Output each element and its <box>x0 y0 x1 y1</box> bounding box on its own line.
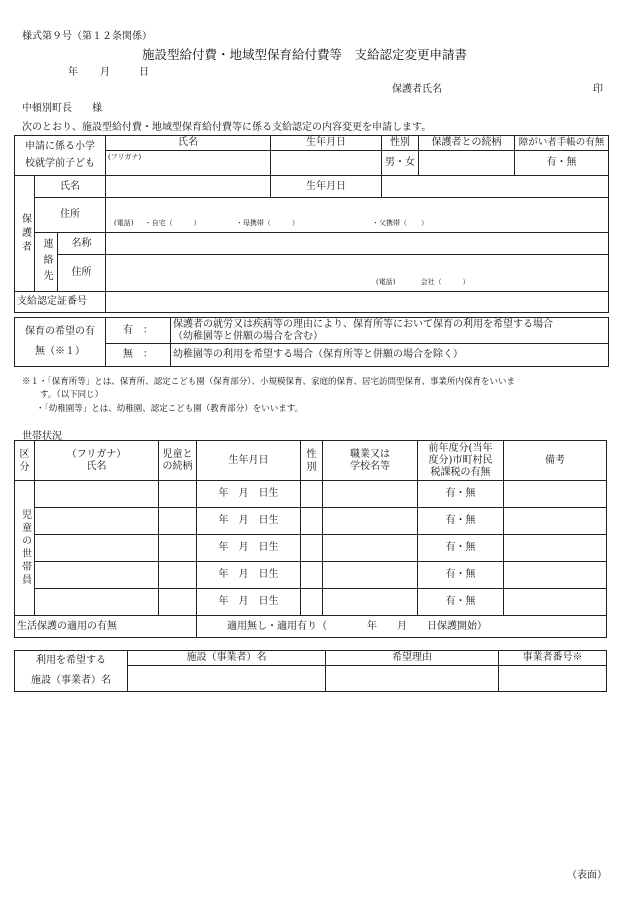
h-name-col <box>35 441 159 481</box>
wish-yes-text-1: 保護者の就労又は疾病等の理由により、保育所等において保育の利用を希望する場合 <box>173 318 553 330</box>
facility-label <box>15 651 128 692</box>
household-title: 世帯状況 <box>22 431 62 442</box>
father-mobile-label: ・父携帯（ ） <box>372 219 429 227</box>
member-tax-field[interactable]: 有・無 <box>418 508 504 535</box>
form-number: 様式第９号（第１２条関係） <box>22 31 152 42</box>
child-sex-field[interactable]: 男・女 <box>382 151 419 176</box>
member-remarks-field[interactable] <box>504 481 607 508</box>
member-sex-field[interactable] <box>301 481 323 508</box>
member-birth-field[interactable]: 年 月 日生 <box>197 589 301 616</box>
cert-number-field[interactable] <box>106 292 609 313</box>
facility-number-field[interactable] <box>499 666 607 692</box>
member-remarks-field[interactable] <box>504 589 607 616</box>
welfare-value[interactable]: 適用無し・適用有り（ 年 月 日保護開始） <box>197 616 607 638</box>
h-job-col <box>323 441 418 481</box>
member-job-field[interactable] <box>323 508 418 535</box>
guardian-name-field[interactable] <box>106 176 271 198</box>
member-birth-field[interactable]: 年 月 日生 <box>197 481 301 508</box>
member-birth-field[interactable]: 年 月 日生 <box>197 535 301 562</box>
page-side-label: （表面） <box>567 870 607 881</box>
date-day: 日 <box>139 67 149 78</box>
company-phone-label: 会社（ ） <box>420 278 470 286</box>
table-row <box>15 562 607 589</box>
h-job-2: 学校名等 <box>350 460 390 472</box>
facility-label-2: 施設（事業者）名 <box>31 675 111 686</box>
note-2: ・「幼稚園等」とは、幼稚園、認定こども園（教育部分）をいいます。 <box>36 404 304 414</box>
member-job-field[interactable] <box>323 481 418 508</box>
member-sex-field[interactable] <box>301 508 323 535</box>
facility-label-1: 利用を希望する <box>36 655 106 666</box>
member-name-field[interactable] <box>35 589 159 616</box>
member-name-field[interactable] <box>35 508 159 535</box>
member-sex-field[interactable] <box>301 562 323 589</box>
h-job-1: 職業又は <box>350 448 390 460</box>
contact-name-header: 名称 <box>58 233 106 255</box>
child-relation-field[interactable] <box>419 151 515 176</box>
members-vertical-label: 児童の世帯員 <box>15 481 35 616</box>
guardian-vertical-label: 保護者 <box>15 176 35 292</box>
facility-name-field[interactable] <box>128 666 326 692</box>
facility-reason-header: 希望理由 <box>326 651 499 666</box>
member-relation-field[interactable] <box>159 589 197 616</box>
facility-reason-field[interactable] <box>326 666 499 692</box>
child-disability-field[interactable]: 有・無 <box>515 151 609 176</box>
welfare-label: 生活保護の適用の有無 <box>15 616 197 638</box>
child-guardian-table <box>14 135 609 313</box>
wish-no-text: 幼稚園等の利用を希望する場合（保育所等と併願の場合を除く） <box>171 344 609 367</box>
wish-yes-text <box>171 318 609 344</box>
member-job-field[interactable] <box>323 562 418 589</box>
guardian-address-field[interactable] <box>106 198 609 233</box>
date-year: 年 <box>68 67 78 78</box>
h-tax-3: 税課税の有無 <box>430 466 491 478</box>
intro-text: 次のとおり、施設型給付費・地域型保育給付費等に係る支給認定の内容変更を申請します。 <box>22 122 432 133</box>
member-birth-field[interactable]: 年 月 日生 <box>197 508 301 535</box>
wish-yes-text-2: （幼稚園等と併願の場合を含む） <box>173 330 323 342</box>
member-sex-field[interactable] <box>301 535 323 562</box>
member-name-field[interactable] <box>35 535 159 562</box>
child-row-label-line2: 校就学前子ども <box>25 158 95 169</box>
member-tax-field[interactable]: 有・無 <box>418 589 504 616</box>
addressee: 中頓別町長 様 <box>22 103 102 114</box>
member-relation-field[interactable] <box>159 508 197 535</box>
household-table <box>14 440 607 638</box>
wish-yes-option[interactable]: 有 ： <box>106 318 171 344</box>
guardian-address-header: 住所 <box>35 198 106 233</box>
h-furigana: （フリガナ） <box>66 448 127 460</box>
guardian-name-header: 氏名 <box>35 176 106 198</box>
guardian-birth-header: 生年月日 <box>271 176 382 198</box>
h-relation: 児童との続柄 <box>159 441 197 481</box>
member-relation-field[interactable] <box>159 535 197 562</box>
guardian-name-label: 保護者氏名 <box>392 84 442 95</box>
phone-label: (電話) <box>114 219 134 227</box>
table-row <box>15 589 607 616</box>
home-phone-label: ・自宅（ ） <box>144 219 201 227</box>
h-tax-col <box>418 441 504 481</box>
contact-name-field[interactable] <box>106 233 609 255</box>
h-tax-2: 度分)市町村民 <box>428 454 493 466</box>
table-row <box>15 508 607 535</box>
child-birth-field[interactable] <box>271 151 382 176</box>
note-1a: ※１・「保育所等」とは、保育所、認定こども園（保育部分）、小規模保育、家庭的保育、居宅訪問型保育、事業所内保育をいいま <box>22 377 516 387</box>
table-row <box>15 481 607 508</box>
cert-number-label: 支給認定証番号 <box>15 292 106 313</box>
nursery-wish-label-1: 保育の希望の有 <box>25 326 95 337</box>
child-disability-header: 障がい者手帳の有無 <box>515 136 609 151</box>
contact-address-field[interactable] <box>106 255 609 292</box>
guardian-birth-field[interactable] <box>382 176 609 198</box>
facility-table <box>14 650 607 692</box>
form-title: 施設型給付費・地域型保育給付費等 支給認定変更申請書 <box>142 47 468 62</box>
child-sex-header: 性別 <box>382 136 419 151</box>
member-relation-field[interactable] <box>159 562 197 589</box>
member-name-field[interactable] <box>35 481 159 508</box>
child-row-label <box>15 136 106 176</box>
contact-address-header: 住所 <box>58 255 106 292</box>
member-job-field[interactable] <box>323 535 418 562</box>
h-remarks: 備考 <box>504 441 607 481</box>
member-remarks-field[interactable] <box>504 508 607 535</box>
h-name: 氏名 <box>86 460 107 472</box>
mother-mobile-label: ・母携帯（ ） <box>235 219 299 227</box>
child-name-header: 氏名 <box>106 136 271 151</box>
h-tax-1: 前年度分(当年 <box>428 442 493 454</box>
furigana-label: (フリガナ) <box>108 153 142 161</box>
member-sex-field[interactable] <box>301 589 323 616</box>
member-tax-field[interactable]: 有・無 <box>418 562 504 589</box>
member-birth-field[interactable]: 年 月 日生 <box>197 562 301 589</box>
member-remarks-field[interactable] <box>504 535 607 562</box>
member-relation-field[interactable] <box>159 481 197 508</box>
member-tax-field[interactable]: 有・無 <box>418 535 504 562</box>
child-birth-header: 生年月日 <box>271 136 382 151</box>
h-category: 区分 <box>15 441 35 481</box>
note-1b: す。（以下同じ） <box>40 390 104 400</box>
contact-vertical-label: 連絡先 <box>35 233 58 292</box>
nursery-wish-label <box>15 318 106 367</box>
member-tax-field[interactable]: 有・無 <box>418 481 504 508</box>
contact-phone-label: (電話) <box>376 278 396 286</box>
h-birth: 生年月日 <box>197 441 301 481</box>
facility-name-header: 施設（事業者）名 <box>128 651 326 666</box>
member-remarks-field[interactable] <box>504 562 607 589</box>
child-row-label-line1: 申請に係る小学 <box>25 141 95 152</box>
member-job-field[interactable] <box>323 589 418 616</box>
seal-label: 印 <box>593 84 603 95</box>
wish-no-option[interactable]: 無 ： <box>106 344 171 367</box>
facility-number-header: 事業者番号※ <box>499 651 607 666</box>
child-name-field[interactable] <box>106 151 271 176</box>
nursery-wish-label-2: 無（※１） <box>35 346 85 357</box>
nursery-wish-table <box>14 317 609 367</box>
h-sex: 性別 <box>301 441 323 481</box>
child-relation-header: 保護者との続柄 <box>419 136 515 151</box>
date-month: 月 <box>100 67 110 78</box>
table-row <box>15 535 607 562</box>
member-name-field[interactable] <box>35 562 159 589</box>
